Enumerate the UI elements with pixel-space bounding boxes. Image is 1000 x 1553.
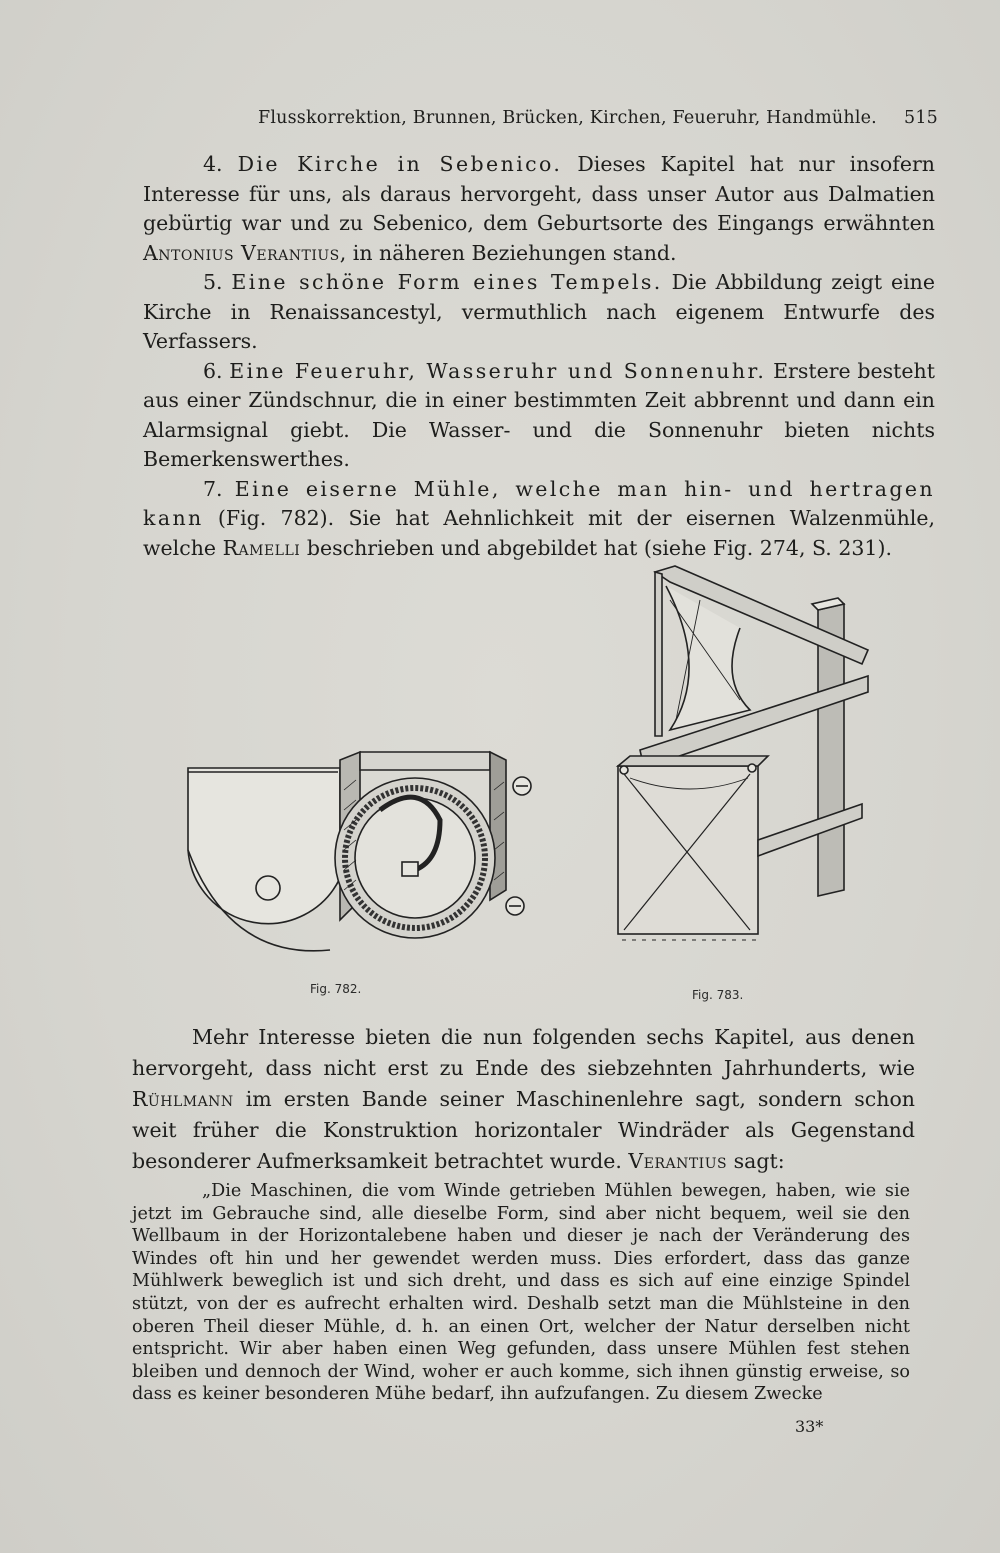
page-number: 515 [903, 108, 938, 128]
section-6 [143, 357, 935, 475]
paragraph-windraeder [132, 1022, 915, 1177]
section-number: 4. [203, 152, 223, 176]
section-text: (Fig. 782). Sie hat Aehnlichkeit mit der eisernen Walzenmühle, welche [143, 506, 935, 560]
author-name: Ramelli [222, 535, 301, 560]
sheet-signature: 33* [795, 1417, 824, 1436]
section-title: Die Kirche in Sebenico. [237, 152, 563, 176]
section-7 [143, 475, 935, 564]
author-name: Antonius Verantius [143, 240, 340, 265]
fig-783-caption: Fig. 783. [692, 988, 744, 1002]
author-name: Rühlmann [132, 1087, 234, 1111]
section-text: , in näheren Beziehungen stand. [339, 240, 677, 265]
section-text: Dieses Kapitel hat nur insofern Interesse für uns, als daraus hervorgeht, dass unser Autor aus Dalmatien gebürtig war und zu Sebenico, dem Geburtsorte des Eingangs erwähnten [143, 152, 935, 235]
section-title: Eine eiserne Mühle, welche man hin- und hertragen kann [143, 476, 935, 530]
section-number: 7. [203, 476, 223, 501]
paragraph-text: im ersten Bande seiner Maschinenlehre sagt, sondern schon weit früher die Konstruktion horizontaler Windräder als Gegenstand besonderer Aufmerksamkeit betrachtet wurde. [132, 1087, 915, 1173]
quote-text: „Die Maschinen, die vom Winde getrieben Mühlen bewegen, haben, wie sie jetzt im Gebrauche sind, alle dieselbe Form, sind aber nicht bequem, weil sie den Wellbaum in der Horizontalebene haben und dieser je nach der Veränderung des Windes oft hin und her gewendet werden muss. Dies erfordert, dass das ganze Mühlwerk beweglich ist und sich dreht, und dass es sich auf eine einzige Spindel stützt, von der es aufrecht erhalten wird. Deshalb setzt man die Mühlsteine in den oberen Theil dieser Mühle, d. h. an einen Ort, welcher der Natur derselben nicht entspricht. Wir aber haben einen Weg gefunden, dass unsere Mühlen fest stehen bleiben und dennoch der Wind, woher er auch komme, sich ihnen günstig erweise, so dass es keiner besonderen Mühe bedarf, ihn aufzufangen. Zu diesem Zwecke [132, 1181, 910, 1405]
fig-783-illustration [600, 560, 900, 980]
section-number: 5. [203, 270, 223, 294]
paragraph [132, 1022, 915, 1177]
section-title: Eine schöne Form eines Tempels. [231, 270, 663, 294]
section-text: beschrieben und abgebildet hat (siehe Fig. 274, S. 231). [300, 535, 892, 560]
figures-block [170, 560, 890, 1010]
section-title: Eine Feueruhr, Wasseruhr und Sonnenuhr. [229, 358, 767, 383]
author-name: Verantius [628, 1149, 728, 1173]
section-text: Erstere besteht aus einer Zündschnur, die in einer bestimmten Zeit abbrennt und dann ein Alarmsignal giebt. Die Wasser- und die Sonnenuhr bieten nichts Bemerkenswerthes. [143, 358, 935, 471]
section-4 [143, 150, 935, 268]
block-quote [132, 1180, 910, 1406]
section-number: 6. [203, 358, 223, 383]
main-text [143, 150, 935, 563]
running-header [258, 108, 938, 128]
paragraph-text: sagt: [727, 1149, 785, 1173]
running-title: Flusskorrektion, Brunnen, Brücken, Kirchen, Feueruhr, Handmühle. [258, 108, 877, 128]
section-text: Die Abbildung zeigt eine Kirche in Renaissancestyl, vermuthlich nach eigenem Entwurfe des Verfassers. [143, 270, 935, 353]
paragraph-text: Mehr Interesse bieten die nun folgenden sechs Kapitel, aus denen hervorgeht, dass nicht erst zu Ende des siebzehnten Jahrhunderts, wie [132, 1025, 915, 1080]
section-5 [143, 268, 935, 357]
fig-782-caption: Fig. 782. [310, 982, 362, 996]
